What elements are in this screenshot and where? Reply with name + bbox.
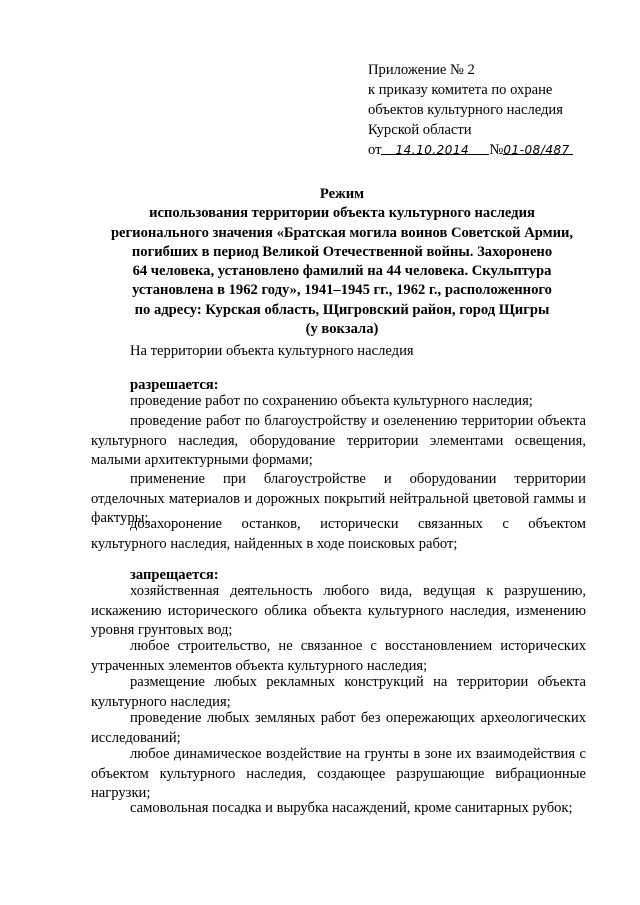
title-line: погибших в период Великой Отечественной войны. Захоронено bbox=[131, 243, 553, 260]
allowed-item: проведение работ по благоустройству и озеленению территории объекта культурного наследия, оборудование территории элементами освещения, малыми архитектурными формами; bbox=[91, 413, 586, 469]
forbidden-item: любое динамическое воздействие на грунты в зоне их взаимодействия с объектом культурного наследия, создающее разрушающие вибрационные нагрузки; bbox=[91, 746, 586, 802]
date-number-line bbox=[368, 140, 573, 160]
allowed-item: дозахоронение останков, исторически связанных с объектом культурного наследия, найденных в ходе поисковых работ; bbox=[91, 516, 586, 552]
document-title bbox=[80, 185, 604, 339]
date-value: 14.10.2014 bbox=[395, 143, 470, 157]
title-line: по адресу: Курская область, Щигровский район, город Щигры bbox=[134, 301, 550, 318]
number-field bbox=[503, 140, 573, 155]
title-line: установлена в 1962 году», 1941–1945 гг., 1962 г., расположенного bbox=[132, 282, 552, 299]
forbidden-item: хозяйственная деятельность любого вида, ведущая к разрушению, искажению исторического облика объекта культурного наследия, изменению уровня грунтовых вод; bbox=[91, 583, 586, 639]
number-prefix: № bbox=[489, 142, 504, 158]
title-line: (у вокзала) bbox=[305, 321, 379, 338]
title-line: регионального значения «Братская могила воинов Советской Армии, bbox=[110, 224, 574, 241]
forbidden-item: размещение любых рекламных конструкций на территории объекта культурного наследия; bbox=[91, 674, 586, 710]
committee-line: объектов культурного наследия bbox=[368, 102, 563, 118]
order-line: к приказу комитета по охране bbox=[368, 82, 553, 98]
date-prefix: от bbox=[368, 142, 382, 158]
region-line: Курской области bbox=[368, 122, 472, 138]
forbidden-item: самовольная посадка и вырубка насаждений, кроме санитарных рубок; bbox=[130, 800, 573, 816]
forbidden-item: любое строительство, не связанное с восстановлением исторических утраченных элементов объекта культурного наследия; bbox=[91, 638, 586, 674]
title-line: использования территории объекта культурного наследия bbox=[149, 205, 535, 222]
allowed-item: проведение работ по сохранению объекта культурного наследия; bbox=[130, 393, 533, 409]
intro-text: На территории объекта культурного наследия bbox=[130, 343, 414, 359]
date-field bbox=[381, 140, 489, 155]
allowed-heading: разрешается: bbox=[130, 377, 219, 393]
appendix-label: Приложение № 2 bbox=[368, 62, 475, 78]
title-heading: Режим bbox=[319, 186, 365, 202]
number-value: 01-08/487 bbox=[503, 143, 570, 157]
title-line: 64 человека, установлено фамилий на 44 человека. Скульптура bbox=[132, 263, 552, 280]
allowed-item: применение при благоустройстве и оборудовании территории отделочных материалов и дорожных покрытий нейтральной цветовой гаммы и фактуры; bbox=[91, 471, 586, 527]
forbidden-heading: запрещается: bbox=[130, 567, 219, 583]
approval-header bbox=[368, 60, 573, 160]
forbidden-item: проведение любых земляных работ без опережающих археологических исследований; bbox=[91, 710, 586, 746]
